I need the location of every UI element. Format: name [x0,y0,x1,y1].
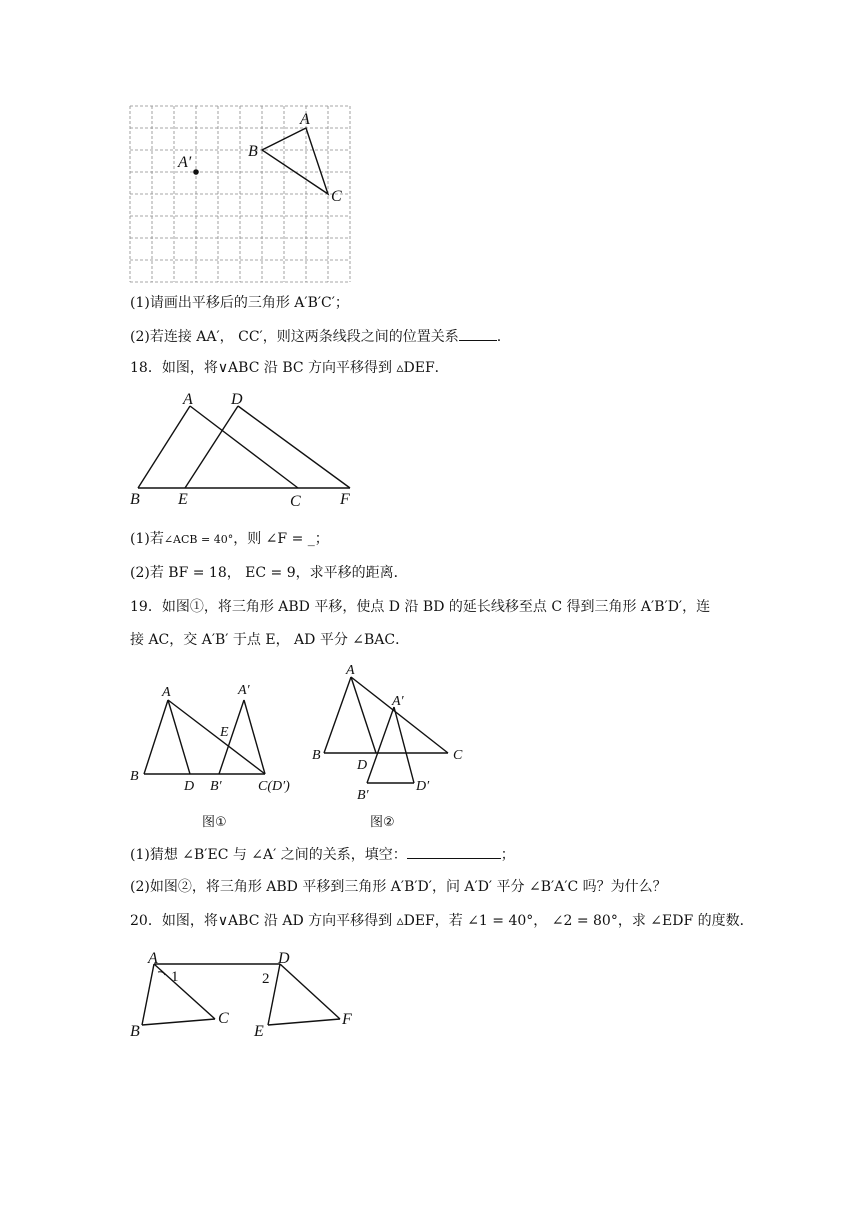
label-b-prime: B′ [357,788,369,803]
label-e: E [254,1023,264,1040]
label-d-prime: D′ [416,779,430,794]
label-e: E [178,491,188,508]
label-b: B [248,143,258,160]
label-d: D [357,758,368,773]
caption-figure-1: 图① [202,815,227,830]
point-a-prime [193,169,199,175]
q20-figure [128,944,364,1040]
segment-ef [268,1019,340,1025]
q19-stem-line2: 接 AC，交 A′B′ 于点 E， AD 平分 ∠BAC． [130,632,410,648]
label-e: E [220,725,229,740]
answer-blank[interactable] [459,326,497,341]
label-c: C [453,748,463,763]
label-d: D [278,950,290,967]
triangle-abc [262,128,328,194]
segment-a1c [244,700,265,774]
label-b: B [312,748,321,763]
q20-stem: 20．如图，将∨ABC 沿 AD 方向平移得到 ▵DEF，若 ∠1 = 40°， ∠2 = 80°，求 ∠EDF 的度数． [130,913,754,929]
segment-a1b1 [367,707,394,783]
label-a: A [183,391,193,408]
label-b: B [130,491,140,508]
label-a: A [346,663,355,678]
label-angle-2: 2 [262,971,270,987]
q18-stem: 18．如图，将∨ABC 沿 BC 方向平移得到 ▵DEF． [130,360,449,376]
segment-bc [142,1019,215,1025]
segment-df [238,406,350,488]
segment-ab [144,700,168,774]
q17-part2: (2)若连接 AA′， CC′，则这两条线段之间的位置关系 . [130,326,501,347]
label-a: A [148,950,158,967]
label-c-d-prime: C(D′) [258,779,290,794]
label-d: D [184,779,195,794]
q17-part1: (1)请画出平移后的三角形 A′B′C′； [130,295,349,311]
label-c: C [290,493,301,510]
label-d: D [231,391,243,408]
segment-ac [351,677,448,753]
q18-part2: (2)若 BF = 18， EC = 9，求平移的距离． [130,565,408,581]
answer-blank[interactable] [407,844,501,859]
label-a-prime: A′ [178,154,192,171]
label-angle-1: 1 [171,969,179,985]
label-a: A [162,685,171,700]
segment-ad [168,700,190,774]
segment-de [185,406,238,488]
q17-grid-figure [128,104,358,286]
segment-ab [138,406,190,488]
q19-stem-line1: 19．如图①，将三角形 ABD 平移，使点 D 沿 BD 的延长线移至点 C 得到三角形 A′B′D′，连 [130,599,711,615]
label-f: F [342,1011,352,1028]
label-b: B [130,769,139,784]
q18-figure [128,392,364,514]
segment-ab [142,964,154,1025]
grid-lines [130,106,350,282]
segment-ad [351,677,376,753]
q19-figure-2 [310,662,470,832]
label-a: A [300,111,310,128]
q19-part1: (1)猜想 ∠B′EC 与 ∠A′ 之间的关系，填空： ； [130,844,515,865]
q19-part2: (2)如图②，将三角形 ABD 平移到三角形 A′B′D′，问 A′D′ 平分 ∠B′A′C 吗？为什么？ [130,879,667,895]
label-c: C [218,1010,229,1027]
segment-de [268,964,280,1025]
segment-df [280,964,340,1019]
q19-figure-1 [128,676,308,832]
label-c: C [331,188,342,205]
label-a-prime: A′ [238,683,250,698]
label-b-prime: B′ [210,779,222,794]
caption-figure-2: 图② [370,815,395,830]
segment-ac [190,406,298,488]
label-a-prime: A′ [392,694,404,709]
segment-ac [168,700,265,774]
label-f: F [340,491,350,508]
label-b: B [130,1023,140,1040]
q18-part1: (1)若∠ACB = 40°，则 ∠F = _； [130,531,329,547]
segment-ab [324,677,351,753]
